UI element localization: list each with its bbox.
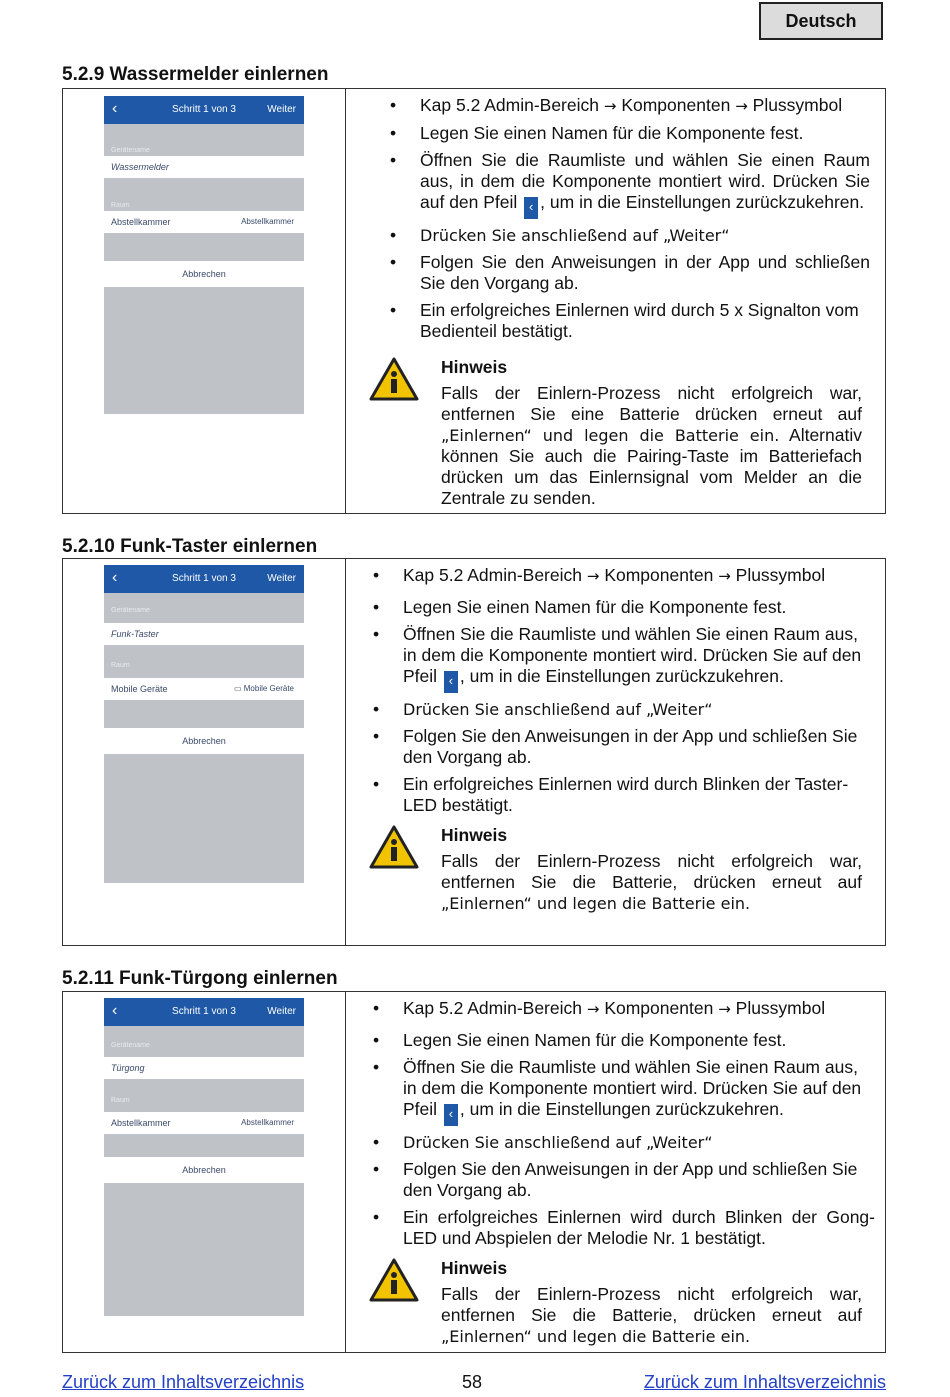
toc-link-left[interactable]: Zurück zum Inhaltsverzeichnis <box>62 1372 305 1392</box>
note-text: Falls der Einlern-Prozess nicht erfolgreich war, entfernen Sie eine Batterie drücken erneut auf „Einlernen“ und legen die Batterie ein. Alternativ können Sie auch die Pairing-Taste im Batteriefach drücken um das Einlernsignal vom Melder an die Zentrale zu senden. <box>441 383 862 508</box>
list-item: • Folgen Sie den Anweisungen in der App und schließen Sie den Vorgang ab. <box>373 1159 858 1200</box>
app-header-bar <box>104 565 304 593</box>
app-screenshot <box>104 565 304 883</box>
app-header-bar <box>104 96 304 124</box>
list-item: • Kap 5.2 Admin-Bereich → Komponenten → Plussymbol <box>373 998 826 1018</box>
app-header-bar <box>104 998 304 1026</box>
back-chevron-icon: ‹ <box>112 569 118 586</box>
language-tab[interactable]: Deutsch <box>759 2 883 40</box>
list-item: • Drücken Sie anschließend auf „Weiter“ <box>373 699 713 719</box>
note-title: Hinweis <box>441 357 508 377</box>
section-title-funk-taster: 5.2.10 Funk-Taster einlernen <box>62 536 318 557</box>
list-item: • Legen Sie einen Namen für die Komponente fest. <box>390 123 804 143</box>
list-item: • Folgen Sie den Anweisungen in der App und schließen Sie den Vorgang ab. <box>390 252 870 293</box>
cancel-button: Abbrechen <box>104 1157 304 1183</box>
column-divider <box>345 89 346 513</box>
device-name-field: Wassermelder <box>104 156 304 178</box>
section-box-wassermelder <box>62 88 886 514</box>
list-item: • Legen Sie einen Namen für die Komponente fest. <box>373 597 787 617</box>
list-item: • Ein erfolgreiches Einlernen wird durch 5 x Signalton vom Bedienteil bestätigt. <box>390 300 859 341</box>
back-arrow-icon: ‹ <box>444 1104 458 1126</box>
column-divider <box>345 559 346 945</box>
room-value: ▭ Mobile Geräte <box>233 684 294 693</box>
room-value: Abstellkammer <box>241 217 294 226</box>
room-label: Raum <box>111 1097 130 1104</box>
room-field: Abstellkammer Abstellkammer <box>104 1112 304 1134</box>
device-name-label: Gerätename <box>111 607 150 614</box>
note-title: Hinweis <box>441 825 508 845</box>
device-name-label: Gerätename <box>111 147 150 154</box>
app-screenshot <box>104 998 304 1316</box>
warning-info-icon <box>369 1258 419 1302</box>
list-item: • Öffnen Sie die Raumliste und wählen Sie einen Raum aus, in dem die Komponente montiert wird. Drücken Sie auf den Pfeil ‹ , um in die Einstellungen zurückzukehren. <box>403 624 875 693</box>
page-number: 58 <box>462 1372 483 1392</box>
room-label: Raum <box>111 662 130 669</box>
list-item: • Legen Sie einen Namen für die Komponente fest. <box>373 1030 787 1050</box>
back-chevron-icon: ‹ <box>112 100 118 117</box>
toc-link-right[interactable]: Zurück zum Inhaltsverzeichnis <box>643 1372 886 1392</box>
back-arrow-icon: ‹ <box>524 197 538 219</box>
instruction-list <box>373 998 875 1255</box>
note-text: Falls der Einlern-Prozess nicht erfolgreich war, entfernen Sie die Batterie, drücken erneut auf „Einlernen“ und legen die Batterie ein. <box>441 1284 862 1346</box>
next-button: Weiter <box>267 104 296 115</box>
back-chevron-icon: ‹ <box>112 1002 118 1019</box>
device-name-field: Türgong <box>104 1057 304 1079</box>
list-item: • Kap 5.2 Admin-Bereich → Komponenten → Plussymbol <box>390 95 843 115</box>
section-title-wassermelder: 5.2.9 Wassermelder einlernen <box>62 64 329 85</box>
list-item: • Ein erfolgreiches Einlernen wird durch Blinken der Gong-LED und Abspielen der Melodie Nr. 1 bestätigt. <box>373 1207 875 1248</box>
list-item: • Drücken Sie anschließend auf „Weiter“ <box>390 225 730 245</box>
list-item: • Kap 5.2 Admin-Bereich → Komponenten → Plussymbol <box>373 565 826 585</box>
section-box-funk-tuergong <box>62 991 886 1353</box>
warning-info-icon <box>369 357 419 401</box>
list-item: • Ein erfolgreiches Einlernen wird durch Blinken der Taster-LED bestätigt. <box>373 774 849 815</box>
next-button: Weiter <box>267 573 296 584</box>
cancel-button: Abbrechen <box>104 728 304 754</box>
app-screenshot <box>104 96 304 414</box>
device-name-label: Gerätename <box>111 1042 150 1049</box>
instruction-list <box>373 565 875 822</box>
cancel-button: Abbrechen <box>104 261 304 287</box>
room-label: Raum <box>111 202 130 209</box>
step-indicator: Schritt 1 von 3 <box>172 104 236 115</box>
step-indicator: Schritt 1 von 3 <box>172 573 236 584</box>
room-field: Abstellkammer Abstellkammer <box>104 211 304 233</box>
list-item: • Drücken Sie anschließend auf „Weiter“ <box>373 1132 713 1152</box>
note-text: Falls der Einlern-Prozess nicht erfolgreich war, entfernen Sie die Batterie, drücken erneut auf „Einlernen“ und legen die Batterie ein. <box>441 851 862 913</box>
list-item: • Folgen Sie den Anweisungen in der App und schließen Sie den Vorgang ab. <box>373 726 858 767</box>
device-icon: ▭ <box>233 684 244 693</box>
next-button: Weiter <box>267 1006 296 1017</box>
room-value: Abstellkammer <box>241 1118 294 1127</box>
step-indicator: Schritt 1 von 3 <box>172 1006 236 1017</box>
section-box-funk-taster <box>62 558 886 946</box>
column-divider <box>345 992 346 1352</box>
note-title: Hinweis <box>441 1258 508 1278</box>
back-arrow-icon: ‹ <box>444 671 458 693</box>
device-name-field: Funk-Taster <box>104 623 304 645</box>
list-item: • Öffnen Sie die Raumliste und wählen Sie einen Raum aus, in dem die Komponente montiert wird. Drücken Sie auf den Pfeil ‹ , um in die Einstellungen zurückzukehren. <box>420 150 870 219</box>
instruction-list <box>390 95 870 348</box>
list-item: • Öffnen Sie die Raumliste und wählen Sie einen Raum aus, in dem die Komponente montiert wird. Drücken Sie auf den Pfeil ‹ , um in die Einstellungen zurückzukehren. <box>403 1057 875 1126</box>
warning-info-icon <box>369 825 419 869</box>
section-title-funk-tuergong: 5.2.11 Funk-Türgong einlernen <box>62 968 338 989</box>
room-field: Mobile Geräte ▭ Mobile Geräte <box>104 678 304 700</box>
